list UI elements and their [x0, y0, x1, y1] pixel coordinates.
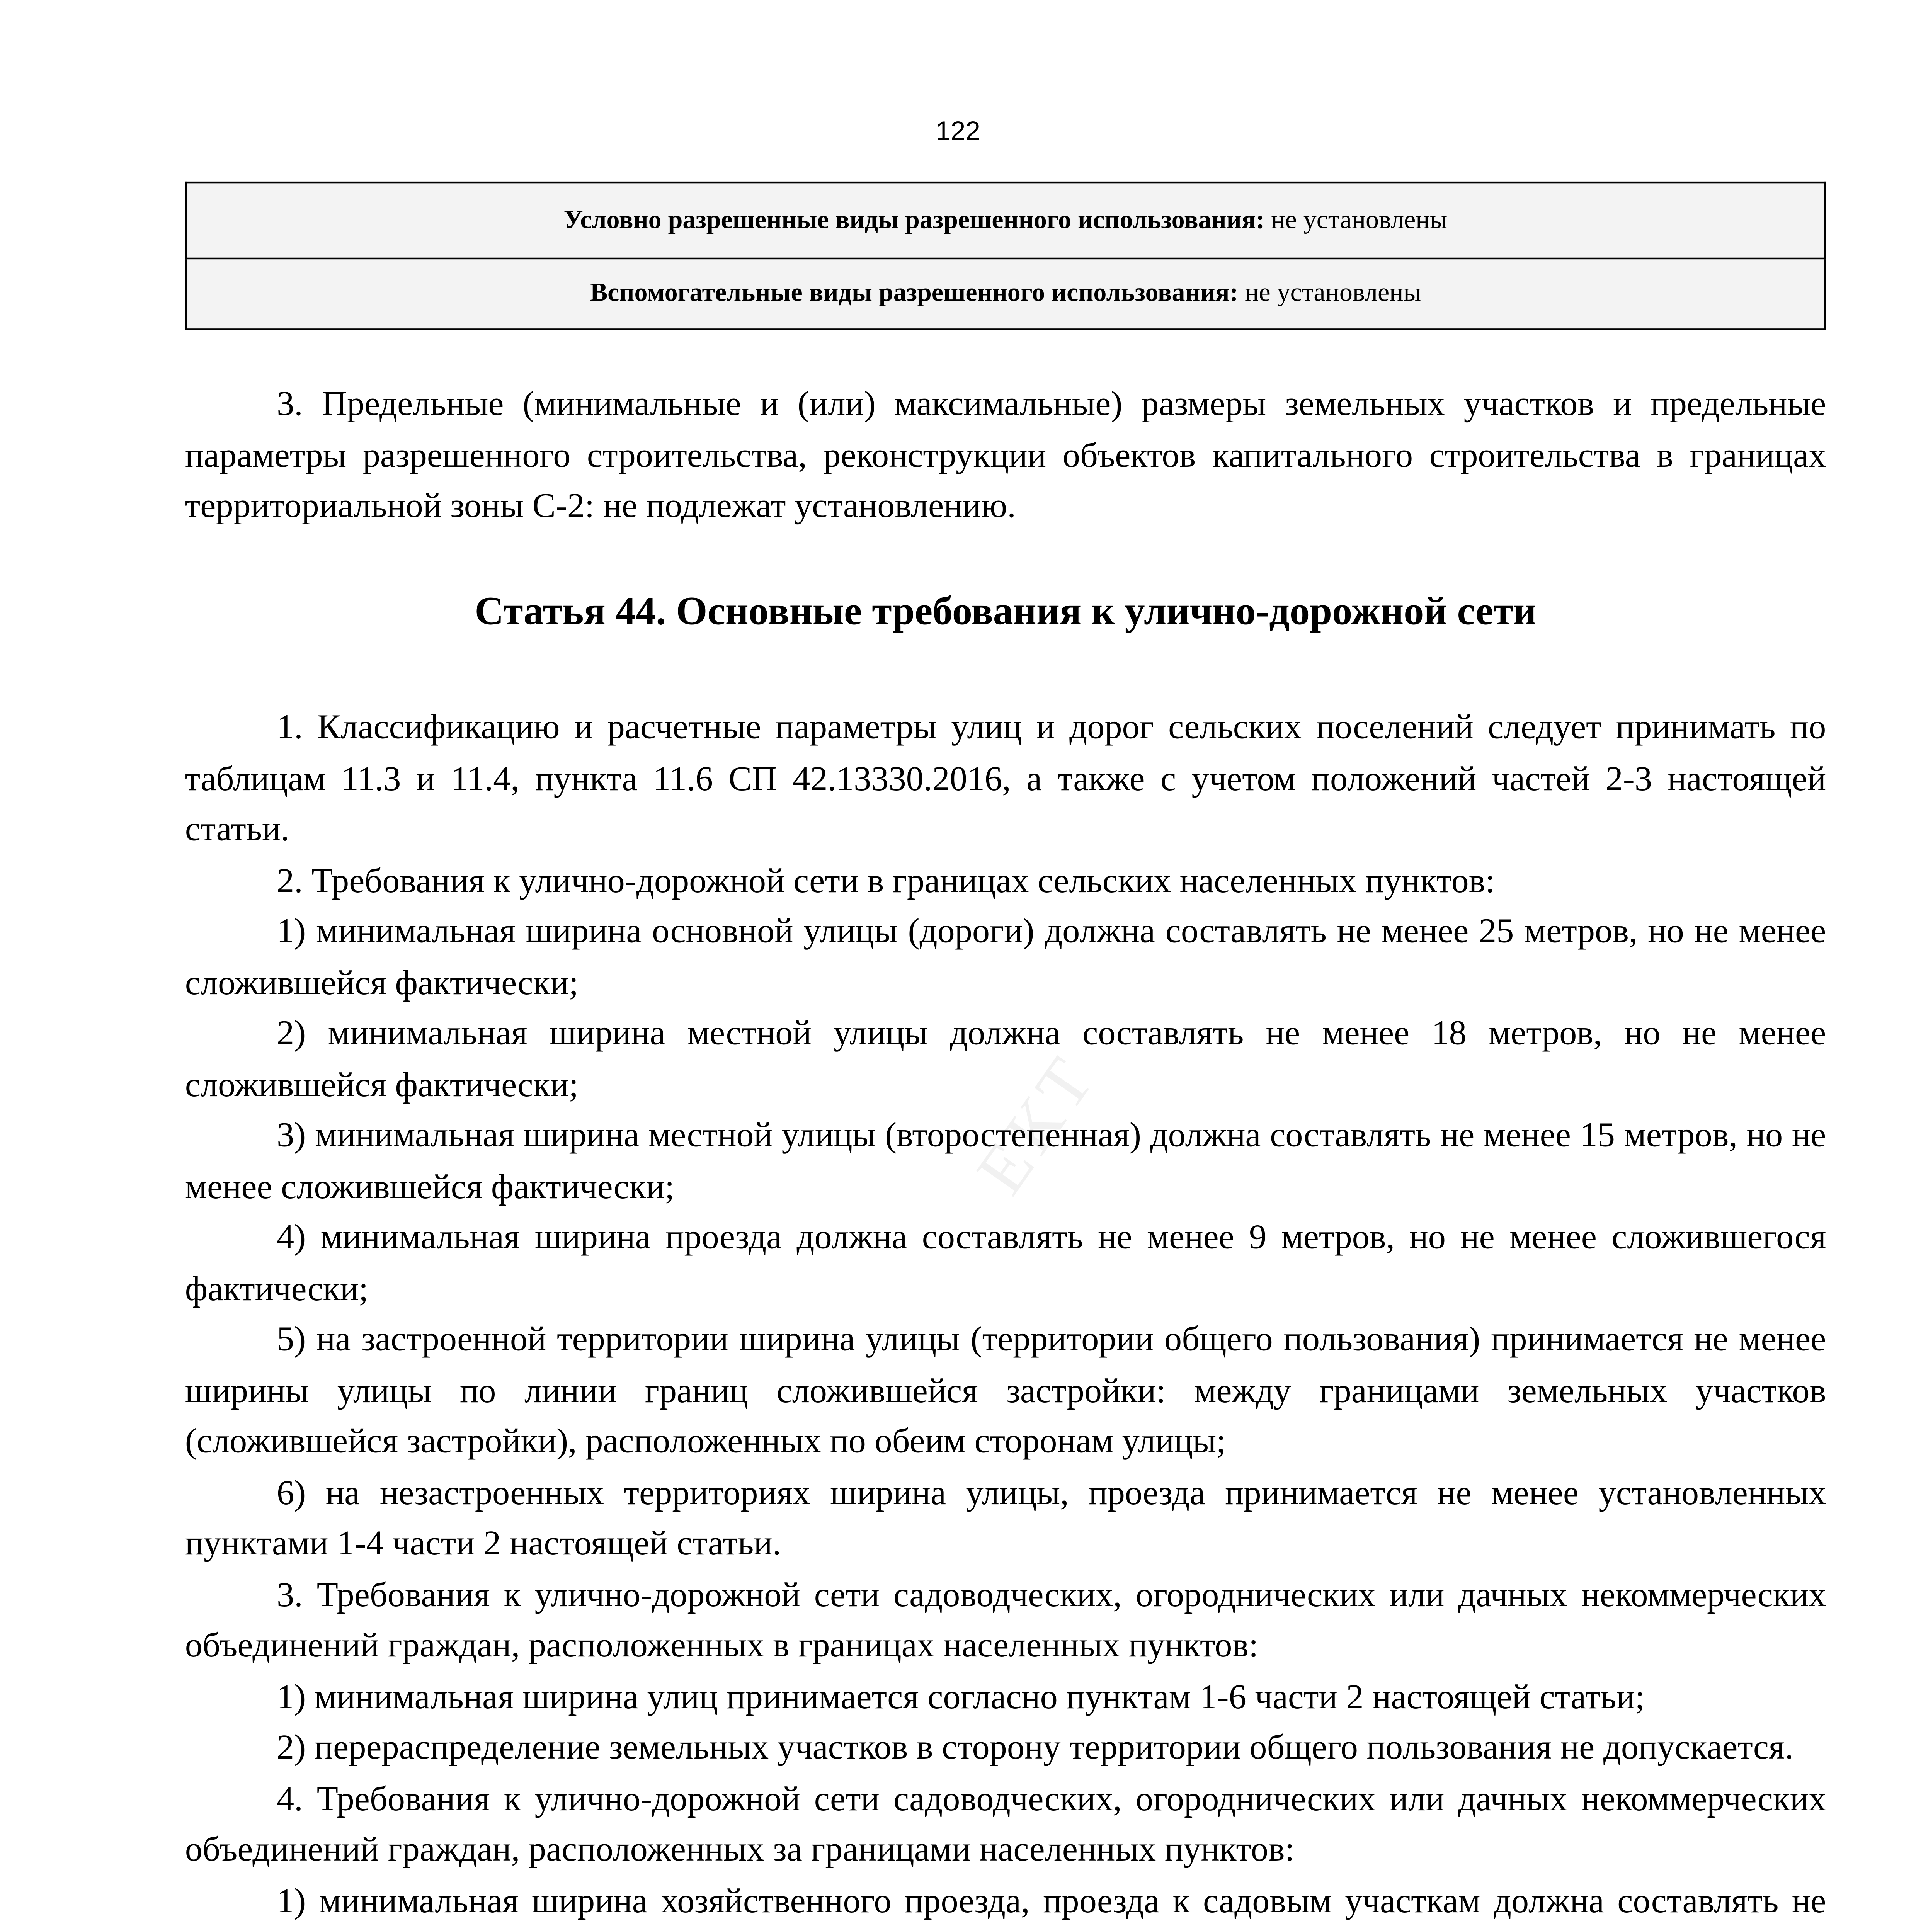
article-body [185, 704, 1826, 1932]
table-cell-conditional-use [186, 182, 1825, 259]
body-paragraph: 3) минимальная ширина местной улицы (второстепенная) должна составлять не менее 15 метров, но не менее сложившейся фактически; [185, 1117, 1826, 1206]
permitted-use-table [185, 182, 1826, 330]
table-row-auxiliary-use [186, 259, 1825, 329]
body-paragraph: 1. Классификацию и расчетные параметры улиц и дорог сельских поселений следует принимать по таблицам 11.3 и 11.4, пункта 11.6 СП 42.13330.2016, а также с учетом положений частей 2-3 настоящей статьи. [185, 709, 1826, 849]
table-cell-auxiliary-use [186, 259, 1825, 329]
table-row-conditional-use [186, 182, 1825, 259]
auxiliary-use-value: не установлены [1238, 278, 1421, 308]
body-paragraph: 6) на незастроенных территориях ширина улицы, проезда принимается не менее установленных пунктами 1-4 части 2 настоящей статьи. [185, 1474, 1826, 1563]
body-paragraph: 2) минимальная ширина местной улицы должна составлять не менее 18 метров, но не менее сложившейся фактически; [185, 1015, 1826, 1104]
body-paragraph: 1) минимальная ширина основной улицы (дороги) должна составлять не менее 25 метров, но не менее сложившейся фактически; [185, 913, 1826, 1002]
page-number: 122 [936, 117, 980, 147]
watermark: ЕКТ [961, 1039, 1112, 1208]
body-paragraph: 1) минимальная ширина хозяйственного проезда, проезда к садовым участкам должна составлять не [276, 1882, 1826, 1920]
body-paragraph: 2. Требования к улично-дорожной сети в границах сельских населенных пунктов: [276, 862, 1495, 900]
body-paragraph: 2) перераспределение земельных участков в сторону территории общего пользования не допускается. [276, 1729, 1794, 1767]
conditional-use-label: Условно разрешенные виды разрешенного использования: [563, 205, 1265, 235]
body-paragraph: 4. Требования к улично-дорожной сети садоводческих, огороднических или дачных некоммерческих объединений граждан, расположенных за границами населенных пунктов: [185, 1780, 1826, 1869]
auxiliary-use-label: Вспомогательные виды разрешенного использования: [590, 278, 1239, 308]
paragraph-3: 3. Предельные (минимальные и (или) максимальные) размеры земельных участков и предельные параметры разрешенного строительства, реконструкции объектов капитального строительства в границах территориальной зоны С-2: не подлежат установлению. [185, 385, 1826, 526]
paragraph-zone-parameters [185, 380, 1826, 533]
article-heading: Статья 44. Основные требования к улично-дорожной сети [475, 589, 1537, 635]
body-paragraph: 4) минимальная ширина проезда должна составлять не менее 9 метров, но не менее сложившегося фактически; [185, 1219, 1826, 1308]
conditional-use-value: не установлены [1264, 205, 1448, 235]
body-paragraph: 1) минимальная ширина улиц принимается согласно пунктам 1-6 части 2 настоящей статьи; [276, 1678, 1645, 1716]
body-paragraph: 3. Требования к улично-дорожной сети садоводческих, огороднических или дачных некоммерческих объединений граждан, расположенных в границах населенных пунктов: [185, 1576, 1826, 1665]
body-paragraph: 5) на застроенной территории ширина улицы (территории общего пользования) принимается не менее ширины улицы по линии границ сложившейся застройки: между границами земельных участков (сложившейся застройки), расположенных по обеим сторонам улицы; [185, 1321, 1826, 1461]
